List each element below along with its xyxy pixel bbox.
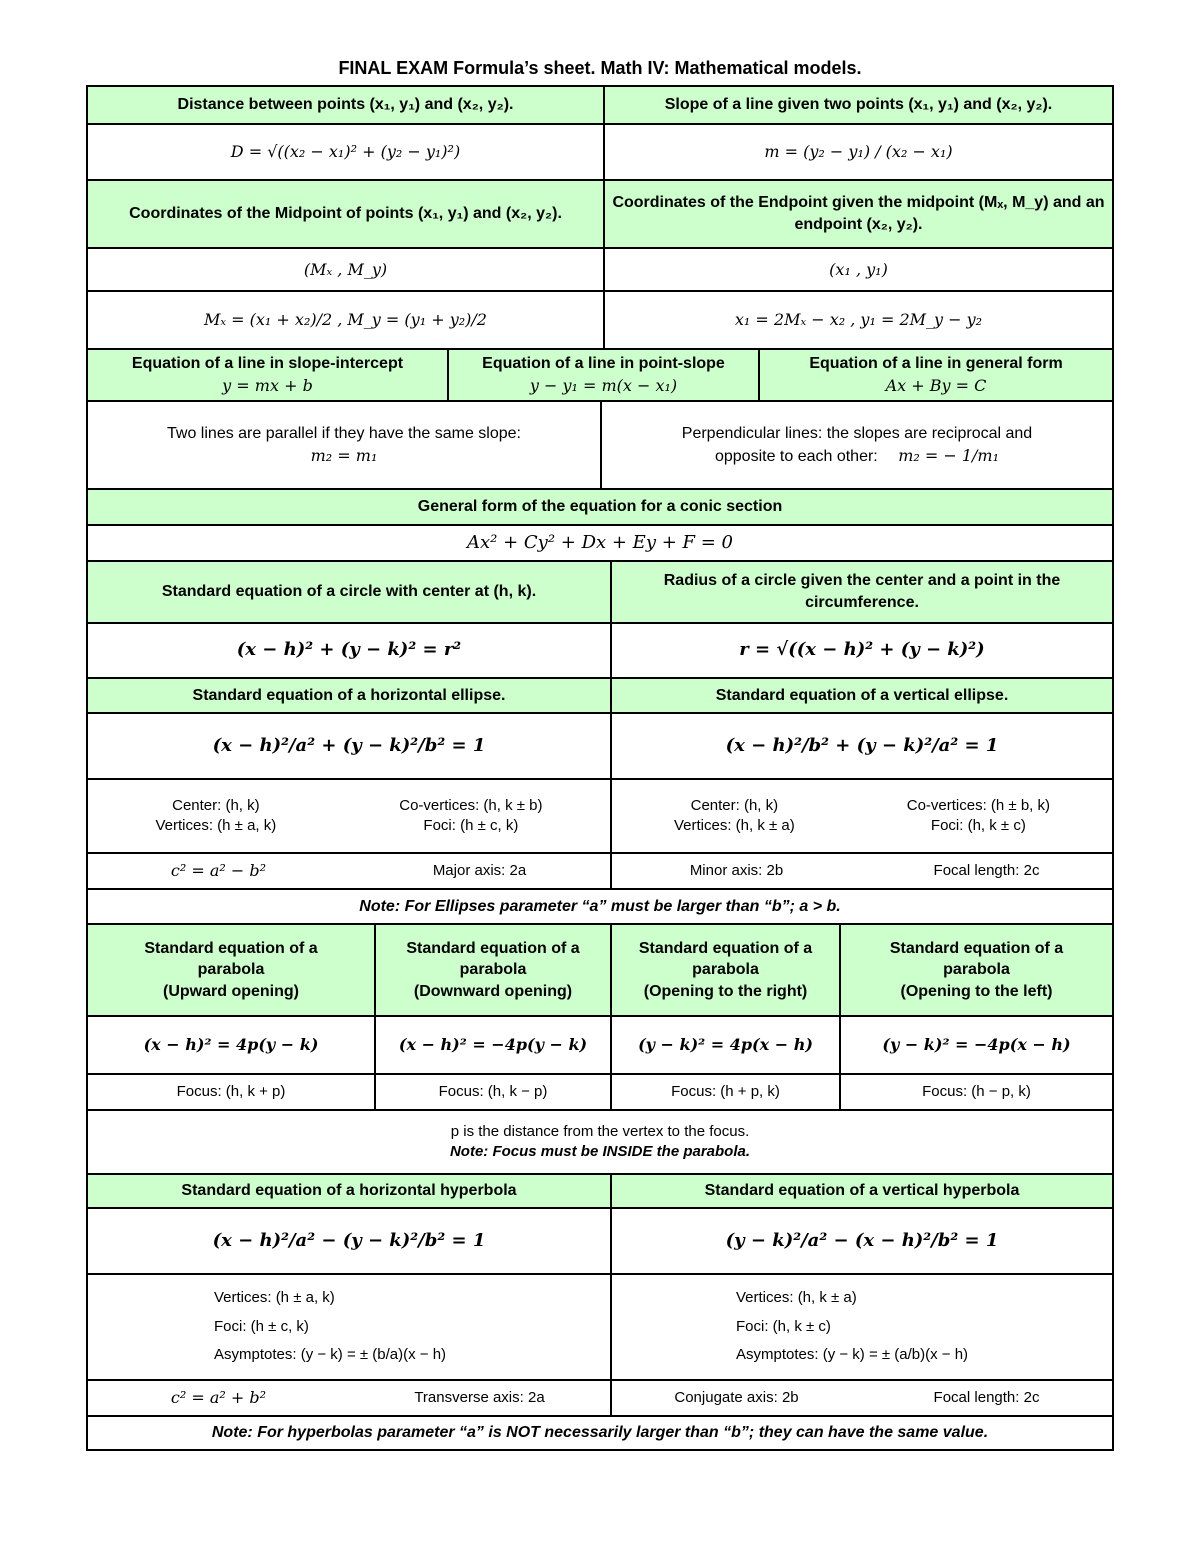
hyperbola-h-vertices: Vertices: (h ± a, k) (214, 1289, 335, 1307)
slope-header: Slope of a line given two points (x₁, y₁) and (x₂, y₂). (603, 87, 1112, 123)
formula-table (86, 85, 1114, 1451)
ellipse-focal-length: Focal length: 2c (933, 861, 1040, 879)
perpendicular-eq: m₂ = − 1/m₁ (898, 445, 1000, 465)
slope-intercept-eq: y = mx + b (222, 376, 313, 395)
page-title: FINAL EXAM Formula’s sheet. Math IV: Mathematical models. (338, 58, 862, 78)
hyperbola-h-foci: Foci: (h ± c, k) (214, 1317, 309, 1335)
parabola-header-line: Standard equation of a (144, 939, 318, 957)
parabola-note: Note: Focus must be INSIDE the parabola. (449, 1143, 751, 1160)
parabola-focus-right: Focus: (h + p, k) (610, 1075, 839, 1109)
ellipse-c-relation: c² = a² − b² (170, 861, 267, 881)
slope-formula: m = (y₂ − y₁) / (x₂ − x₁) (603, 125, 1112, 179)
ellipse-h-vertices: Vertices: (h ± a, k) (155, 817, 277, 834)
ellipse-major-axis: Major axis: 2a (432, 861, 527, 879)
parabola-focus-left: Focus: (h − p, k) (839, 1075, 1112, 1109)
endpoint-coords: (x₁ , y₁) (603, 249, 1112, 290)
props-col (399, 796, 542, 837)
hyperbola-v-vertices: Vertices: (h, k ± a) (736, 1289, 857, 1307)
midpoint-coords: (Mₓ , M_y) (303, 259, 388, 279)
table-row (88, 87, 1112, 123)
point-slope-cell (447, 350, 758, 400)
table-row (88, 712, 1112, 778)
props-grid (618, 796, 1106, 837)
parallel-cell (88, 402, 600, 488)
hyperbola-vertical-props (610, 1275, 1112, 1379)
table-row (88, 1273, 1112, 1379)
circle-radius-header: Radius of a circle given the center and a point in the circumference. (610, 562, 1112, 622)
parabola-header-line: parabola (943, 961, 1010, 979)
midpoint-header: Coordinates of the Midpoint of points (x₁, y₁) and (x₂, y₂). (88, 181, 603, 247)
midpoint-formula: Mₓ = (x₁ + x₂)/2 , M_y = (y₁ + y₂)/2 (204, 310, 487, 330)
hyperbola-horizontal-props (88, 1275, 610, 1379)
table-row (88, 1379, 1112, 1415)
hyperbola-conjugate-axis: Conjugate axis: 2b (610, 1381, 861, 1415)
parabola-header-line: parabola (197, 961, 265, 979)
ellipse-h-center: Center: (h, k) (172, 796, 260, 814)
ellipse-horizontal-header: Standard equation of a horizontal ellipse. (88, 679, 610, 712)
hyperbola-transverse-axis: Transverse axis: 2a (414, 1388, 545, 1406)
table-row (88, 1015, 1112, 1073)
ellipse-h-covertices: Co-vertices: (h, k ± b) (399, 796, 543, 814)
perpendicular-text-2: opposite to each other: (714, 447, 878, 465)
table-row (88, 560, 1112, 622)
table-row (88, 348, 1112, 400)
general-form-label: Equation of a line in general form (809, 355, 1063, 373)
parabola-header-left (839, 925, 1112, 1015)
ellipse-minor-axis: Minor axis: 2b (610, 854, 861, 888)
conic-header: General form of the equation for a conic section (88, 490, 1112, 524)
hyperbola-vertical-header: Standard equation of a vertical hyperbola (610, 1175, 1112, 1207)
props-col (155, 796, 276, 837)
table-row (88, 1173, 1112, 1207)
ellipse-vertical-props (610, 780, 1112, 852)
endpoint-header: Coordinates of the Endpoint given the midpoint (Mₓ, M_y) and an endpoint (x₂, y₂). (603, 181, 1112, 247)
ellipse-horizontal-eq: (x − h)²/a² + (y − k)²/b² = 1 (212, 734, 486, 756)
parabola-header-right (610, 925, 839, 1015)
table-row (88, 852, 1112, 888)
parabola-header-line: (Upward opening) (163, 982, 299, 1000)
table-row (88, 923, 1112, 1015)
table-row (88, 488, 1112, 524)
table-row (88, 1415, 1112, 1449)
parabola-eq-downward: (x − h)² = −4p(y − k) (374, 1017, 610, 1073)
parallel-eq: m₂ = m₁ (310, 446, 378, 465)
props-col (907, 796, 1050, 837)
parabola-header-line: (Downward opening) (413, 982, 573, 1000)
parabola-header-line: parabola (692, 961, 759, 979)
parabola-header-line: Standard equation of a (406, 939, 580, 957)
parabola-header-line: Standard equation of a (889, 939, 1064, 957)
parabola-eq-upward: (x − h)² = 4p(y − k) (143, 1035, 319, 1055)
hyperbola-c-relation: c² = a² + b² (170, 1388, 267, 1408)
table-row (88, 677, 1112, 712)
table-row (88, 1207, 1112, 1273)
parabola-notes (88, 1111, 1112, 1173)
ellipse-vertical-header: Standard equation of a vertical ellipse. (610, 679, 1112, 712)
ellipse-v-center: Center: (h, k) (690, 796, 779, 814)
general-form-cell (758, 350, 1112, 400)
point-slope-eq: y − y₁ = m(x − x₁) (529, 376, 678, 395)
ellipse-v-vertices: Vertices: (h, k ± a) (673, 817, 795, 834)
table-row (88, 400, 1112, 488)
endpoint-formula: x₁ = 2Mₓ − x₂ , y₁ = 2M_y − y₂ (603, 292, 1112, 348)
point-slope-label: Equation of a line in point-slope (482, 355, 725, 373)
props-grid (94, 796, 604, 837)
perpendicular-cell (600, 402, 1112, 488)
circle-radius-eq: r = √((x − h)² + (y − k)²) (610, 624, 1112, 677)
parabola-eq-right: (y − k)² = 4p(x − h) (610, 1017, 839, 1073)
parabola-focus-upward: Focus: (h, k + p) (176, 1082, 286, 1100)
circle-std-header: Standard equation of a circle with center at (h, k). (88, 562, 610, 622)
table-row (88, 290, 1112, 348)
hyperbola-v-foci: Foci: (h, k ± c) (736, 1317, 831, 1335)
table-row (88, 1109, 1112, 1173)
perpendicular-line-2 (715, 445, 999, 468)
distance-header: Distance between points (x₁, y₁) and (x₂, y₂). (88, 87, 603, 123)
hyperbola-horizontal-header: Standard equation of a horizontal hyperbola (88, 1175, 610, 1207)
parabola-header-line: (Opening to the left) (900, 982, 1053, 1000)
parabola-header-upward (88, 925, 374, 1015)
table-row (88, 1073, 1112, 1109)
conic-equation: Ax² + Cy² + Dx + Ey + F = 0 (467, 531, 733, 553)
hyperbola-focal-length: Focal length: 2c (933, 1388, 1040, 1406)
ellipse-horizontal-props (88, 780, 610, 852)
ellipse-note: Note: For Ellipses parameter “a” must be larger than “b”; a > b. (359, 897, 841, 915)
hyperbola-h-asymptotes: Asymptotes: (y − k) = ± (b/a)(x − h) (214, 1346, 447, 1364)
ellipse-v-foci: Foci: (h, k ± c) (930, 817, 1026, 834)
props-col (674, 796, 795, 837)
hyperbola-v-asymptotes: Asymptotes: (y − k) = ± (a/b)(x − h) (736, 1346, 969, 1364)
slope-intercept-label: Equation of a line in slope-intercept (131, 355, 404, 373)
parabola-header-downward (374, 925, 610, 1015)
ellipse-v-covertices: Co-vertices: (h ± b, k) (906, 796, 1050, 814)
table-row (88, 247, 1112, 290)
table-row (88, 778, 1112, 852)
parabola-focus-downward: Focus: (h, k − p) (374, 1075, 610, 1109)
circle-std-eq: (x − h)² + (y − k)² = r² (236, 639, 462, 661)
ellipse-h-foci: Foci: (h ± c, k) (423, 817, 519, 834)
parallel-text: Two lines are parallel if they have the same slope: (167, 425, 521, 443)
parabola-eq-left: (y − k)² = −4p(x − h) (839, 1017, 1112, 1073)
table-row (88, 888, 1112, 923)
ellipse-vertical-eq: (x − h)²/b² + (y − k)²/a² = 1 (610, 714, 1112, 778)
parabola-header-line: parabola (459, 961, 527, 979)
slope-intercept-cell (88, 350, 447, 400)
hyperbola-note: Note: For hyperbolas parameter “a” is NOT necessarily larger than “b”; they can have the same value. (211, 1424, 989, 1442)
parabola-header-line: Standard equation of a (638, 939, 813, 957)
table-row (88, 179, 1112, 247)
hyperbola-horizontal-eq: (x − h)²/a² − (y − k)²/b² = 1 (212, 1229, 486, 1251)
hyperbola-vertical-eq: (y − k)²/a² − (x − h)²/b² = 1 (610, 1209, 1112, 1273)
general-form-eq: Ax + By = C (885, 376, 987, 395)
table-row (88, 622, 1112, 677)
table-row (88, 524, 1112, 560)
parabola-p-note: p is the distance from the vertex to the focus. (450, 1122, 750, 1140)
parabola-header-line: (Opening to the right) (643, 982, 808, 1000)
perpendicular-text: Perpendicular lines: the slopes are reciprocal and (681, 424, 1033, 442)
table-row (88, 123, 1112, 179)
distance-formula: D = √((x₂ − x₁)² + (y₂ − y₁)²) (230, 142, 461, 162)
